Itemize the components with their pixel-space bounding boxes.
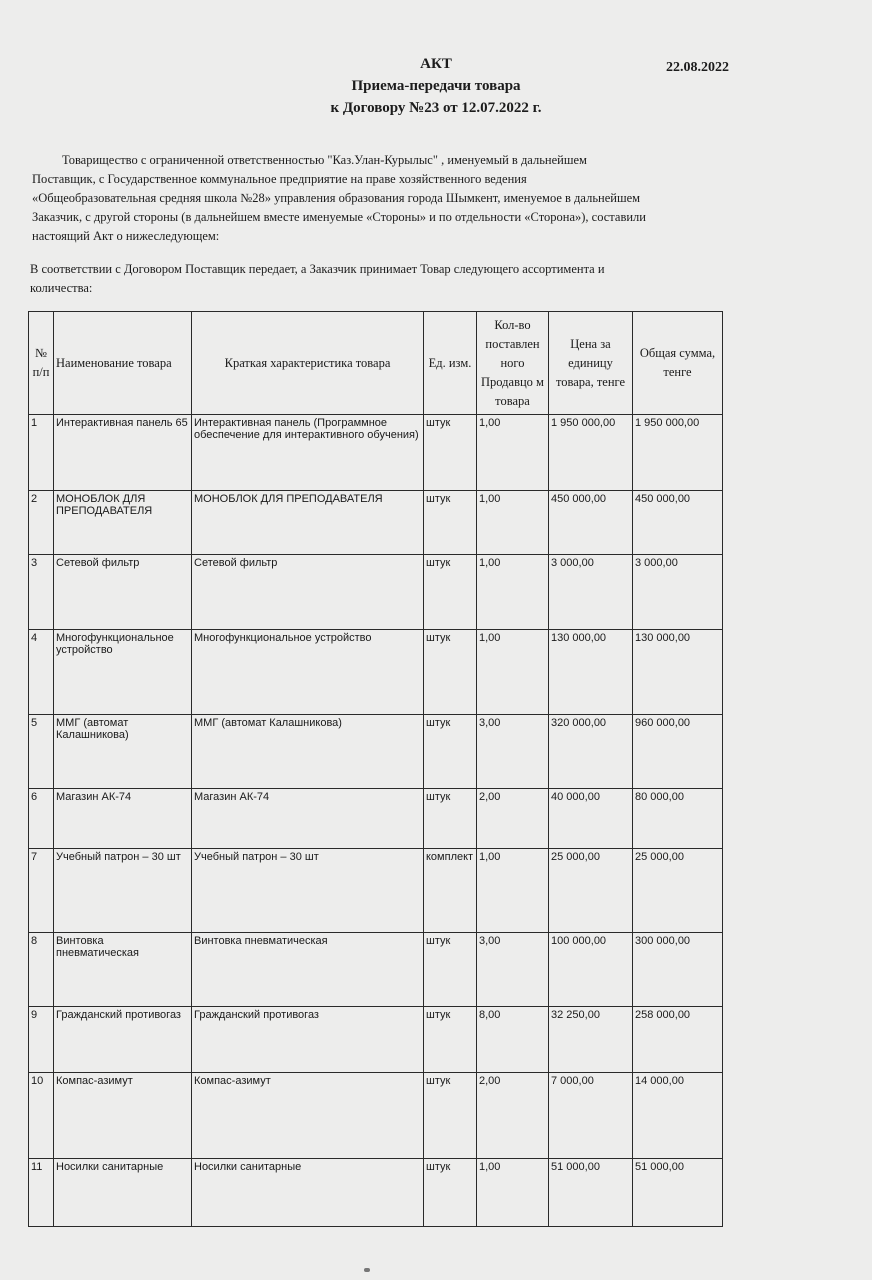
cell-unit: комплект: [424, 849, 477, 933]
cell-quantity: 1,00: [477, 630, 549, 715]
column-header-name: Наименование товара: [54, 312, 192, 415]
cell-quantity: 2,00: [477, 789, 549, 849]
column-header-unit-price: Цена за единицу товара, тенге: [549, 312, 633, 415]
cell-description: Гражданский противогаз: [192, 1007, 424, 1073]
cell-unit-price: 25 000,00: [549, 849, 633, 933]
goods-table: [28, 311, 723, 1227]
cell-number: 2: [29, 491, 54, 555]
cell-description: Многофункциональное устройство: [192, 630, 424, 715]
cell-unit-price: 450 000,00: [549, 491, 633, 555]
table-row: [29, 849, 723, 933]
cell-quantity: 1,00: [477, 555, 549, 630]
cell-quantity: 8,00: [477, 1007, 549, 1073]
cell-total: 25 000,00: [633, 849, 723, 933]
cell-number: 8: [29, 933, 54, 1007]
cell-unit-price: 32 250,00: [549, 1007, 633, 1073]
table-row: [29, 491, 723, 555]
intro-line: Поставщик, с Государственное коммунальное предприятие на праве хозяйственного ведения: [32, 172, 527, 186]
cell-quantity: 1,00: [477, 491, 549, 555]
cell-quantity: 1,00: [477, 1159, 549, 1227]
table-row: [29, 789, 723, 849]
table-row: [29, 1007, 723, 1073]
cell-name: Гражданский противогаз: [54, 1007, 192, 1073]
cell-unit-price: 40 000,00: [549, 789, 633, 849]
column-header-quantity: Кол-во поставлен ного Продавцо м товара: [477, 312, 549, 415]
cell-description: МОНОБЛОК ДЛЯ ПРЕПОДАВАТЕЛЯ: [192, 491, 424, 555]
table-row: [29, 555, 723, 630]
cell-number: 7: [29, 849, 54, 933]
cell-unit-price: 320 000,00: [549, 715, 633, 789]
cell-number: 3: [29, 555, 54, 630]
intro-paragraph: [32, 151, 852, 246]
table-row: [29, 1073, 723, 1159]
cell-unit: штук: [424, 630, 477, 715]
cell-unit: штук: [424, 789, 477, 849]
intro-line: Товарищество с ограниченной ответственностью "Каз.Улан-Курылыс" , именуемый в дальнейшем: [62, 153, 587, 167]
column-header-description: Краткая характеристика товара: [192, 312, 424, 415]
table-row: [29, 415, 723, 491]
cell-quantity: 3,00: [477, 715, 549, 789]
cell-number: 9: [29, 1007, 54, 1073]
cell-total: 14 000,00: [633, 1073, 723, 1159]
cell-quantity: 1,00: [477, 415, 549, 491]
intro-line: настоящий Акт о нижеследующем:: [32, 229, 220, 243]
cell-name: Магазин АК-74: [54, 789, 192, 849]
column-header-number: № п/п: [29, 312, 54, 415]
cell-name: ММГ (автомат Калашникова): [54, 715, 192, 789]
cell-total: 960 000,00: [633, 715, 723, 789]
cell-name: Многофункциональное устройство: [54, 630, 192, 715]
transfer-line: В соответствии с Договором Поставщик передает, а Заказчик принимает Товар следующего ассортимента и: [30, 262, 605, 276]
contract-reference: к Договору №23 от 12.07.2022 г.: [330, 100, 542, 116]
cell-number: 11: [29, 1159, 54, 1227]
cell-name: Учебный патрон – 30 шт: [54, 849, 192, 933]
cell-unit: штук: [424, 415, 477, 491]
cell-total: 1 950 000,00: [633, 415, 723, 491]
cell-name: Винтовка пневматическая: [54, 933, 192, 1007]
cell-unit: штук: [424, 1007, 477, 1073]
cell-number: 10: [29, 1073, 54, 1159]
cell-unit-price: 1 950 000,00: [549, 415, 633, 491]
cell-total: 130 000,00: [633, 630, 723, 715]
cell-unit: штук: [424, 1073, 477, 1159]
table-row: [29, 630, 723, 715]
column-header-total: Общая сумма, тенге: [633, 312, 723, 415]
table-row: [29, 933, 723, 1007]
transfer-paragraph: [30, 260, 850, 298]
cell-total: 80 000,00: [633, 789, 723, 849]
cell-unit: штук: [424, 933, 477, 1007]
cell-number: 5: [29, 715, 54, 789]
table-row: [29, 1159, 723, 1227]
intro-line: «Общеобразовательная средняя школа №28» управления образования города Шымкент, именуемое в дальнейшем: [32, 191, 641, 205]
cell-description: Сетевой фильтр: [192, 555, 424, 630]
cell-unit-price: 130 000,00: [549, 630, 633, 715]
cell-total: 51 000,00: [633, 1159, 723, 1227]
table-header-row: [29, 312, 723, 415]
cell-number: 4: [29, 630, 54, 715]
cell-name: Носилки санитарные: [54, 1159, 192, 1227]
cell-number: 1: [29, 415, 54, 491]
cell-number: 6: [29, 789, 54, 849]
column-header-unit: Ед. изм.: [424, 312, 477, 415]
cell-unit-price: 7 000,00: [549, 1073, 633, 1159]
transfer-line: количества:: [30, 281, 93, 295]
cell-unit-price: 51 000,00: [549, 1159, 633, 1227]
document-title: АКТ: [420, 56, 452, 72]
scan-speck: [364, 1268, 370, 1272]
document-date: 22.08.2022: [666, 60, 729, 75]
cell-unit: штук: [424, 555, 477, 630]
cell-name: Интерактивная панель 65: [54, 415, 192, 491]
cell-unit: штук: [424, 1159, 477, 1227]
cell-quantity: 3,00: [477, 933, 549, 1007]
cell-unit-price: 3 000,00: [549, 555, 633, 630]
cell-description: Носилки санитарные: [192, 1159, 424, 1227]
cell-description: Компас-азимут: [192, 1073, 424, 1159]
cell-description: ММГ (автомат Калашникова): [192, 715, 424, 789]
cell-description: Винтовка пневматическая: [192, 933, 424, 1007]
cell-unit: штук: [424, 715, 477, 789]
cell-unit: штук: [424, 491, 477, 555]
cell-name: Компас-азимут: [54, 1073, 192, 1159]
cell-total: 258 000,00: [633, 1007, 723, 1073]
cell-description: Интерактивная панель (Программное обеспечение для интерактивного обучения): [192, 415, 424, 491]
cell-quantity: 2,00: [477, 1073, 549, 1159]
table-row: [29, 715, 723, 789]
cell-unit-price: 100 000,00: [549, 933, 633, 1007]
cell-total: 450 000,00: [633, 491, 723, 555]
cell-description: Учебный патрон – 30 шт: [192, 849, 424, 933]
cell-total: 3 000,00: [633, 555, 723, 630]
intro-line: Заказчик, с другой стороны (в дальнейшем вместе именуемые «Стороны» и по отдельности «Сторона»), составили: [32, 210, 646, 224]
document-subtitle: Приема-передачи товара: [351, 78, 521, 94]
cell-quantity: 1,00: [477, 849, 549, 933]
cell-name: МОНОБЛОК ДЛЯ ПРЕПОДАВАТЕЛЯ: [54, 491, 192, 555]
cell-name: Сетевой фильтр: [54, 555, 192, 630]
cell-description: Магазин АК-74: [192, 789, 424, 849]
cell-total: 300 000,00: [633, 933, 723, 1007]
